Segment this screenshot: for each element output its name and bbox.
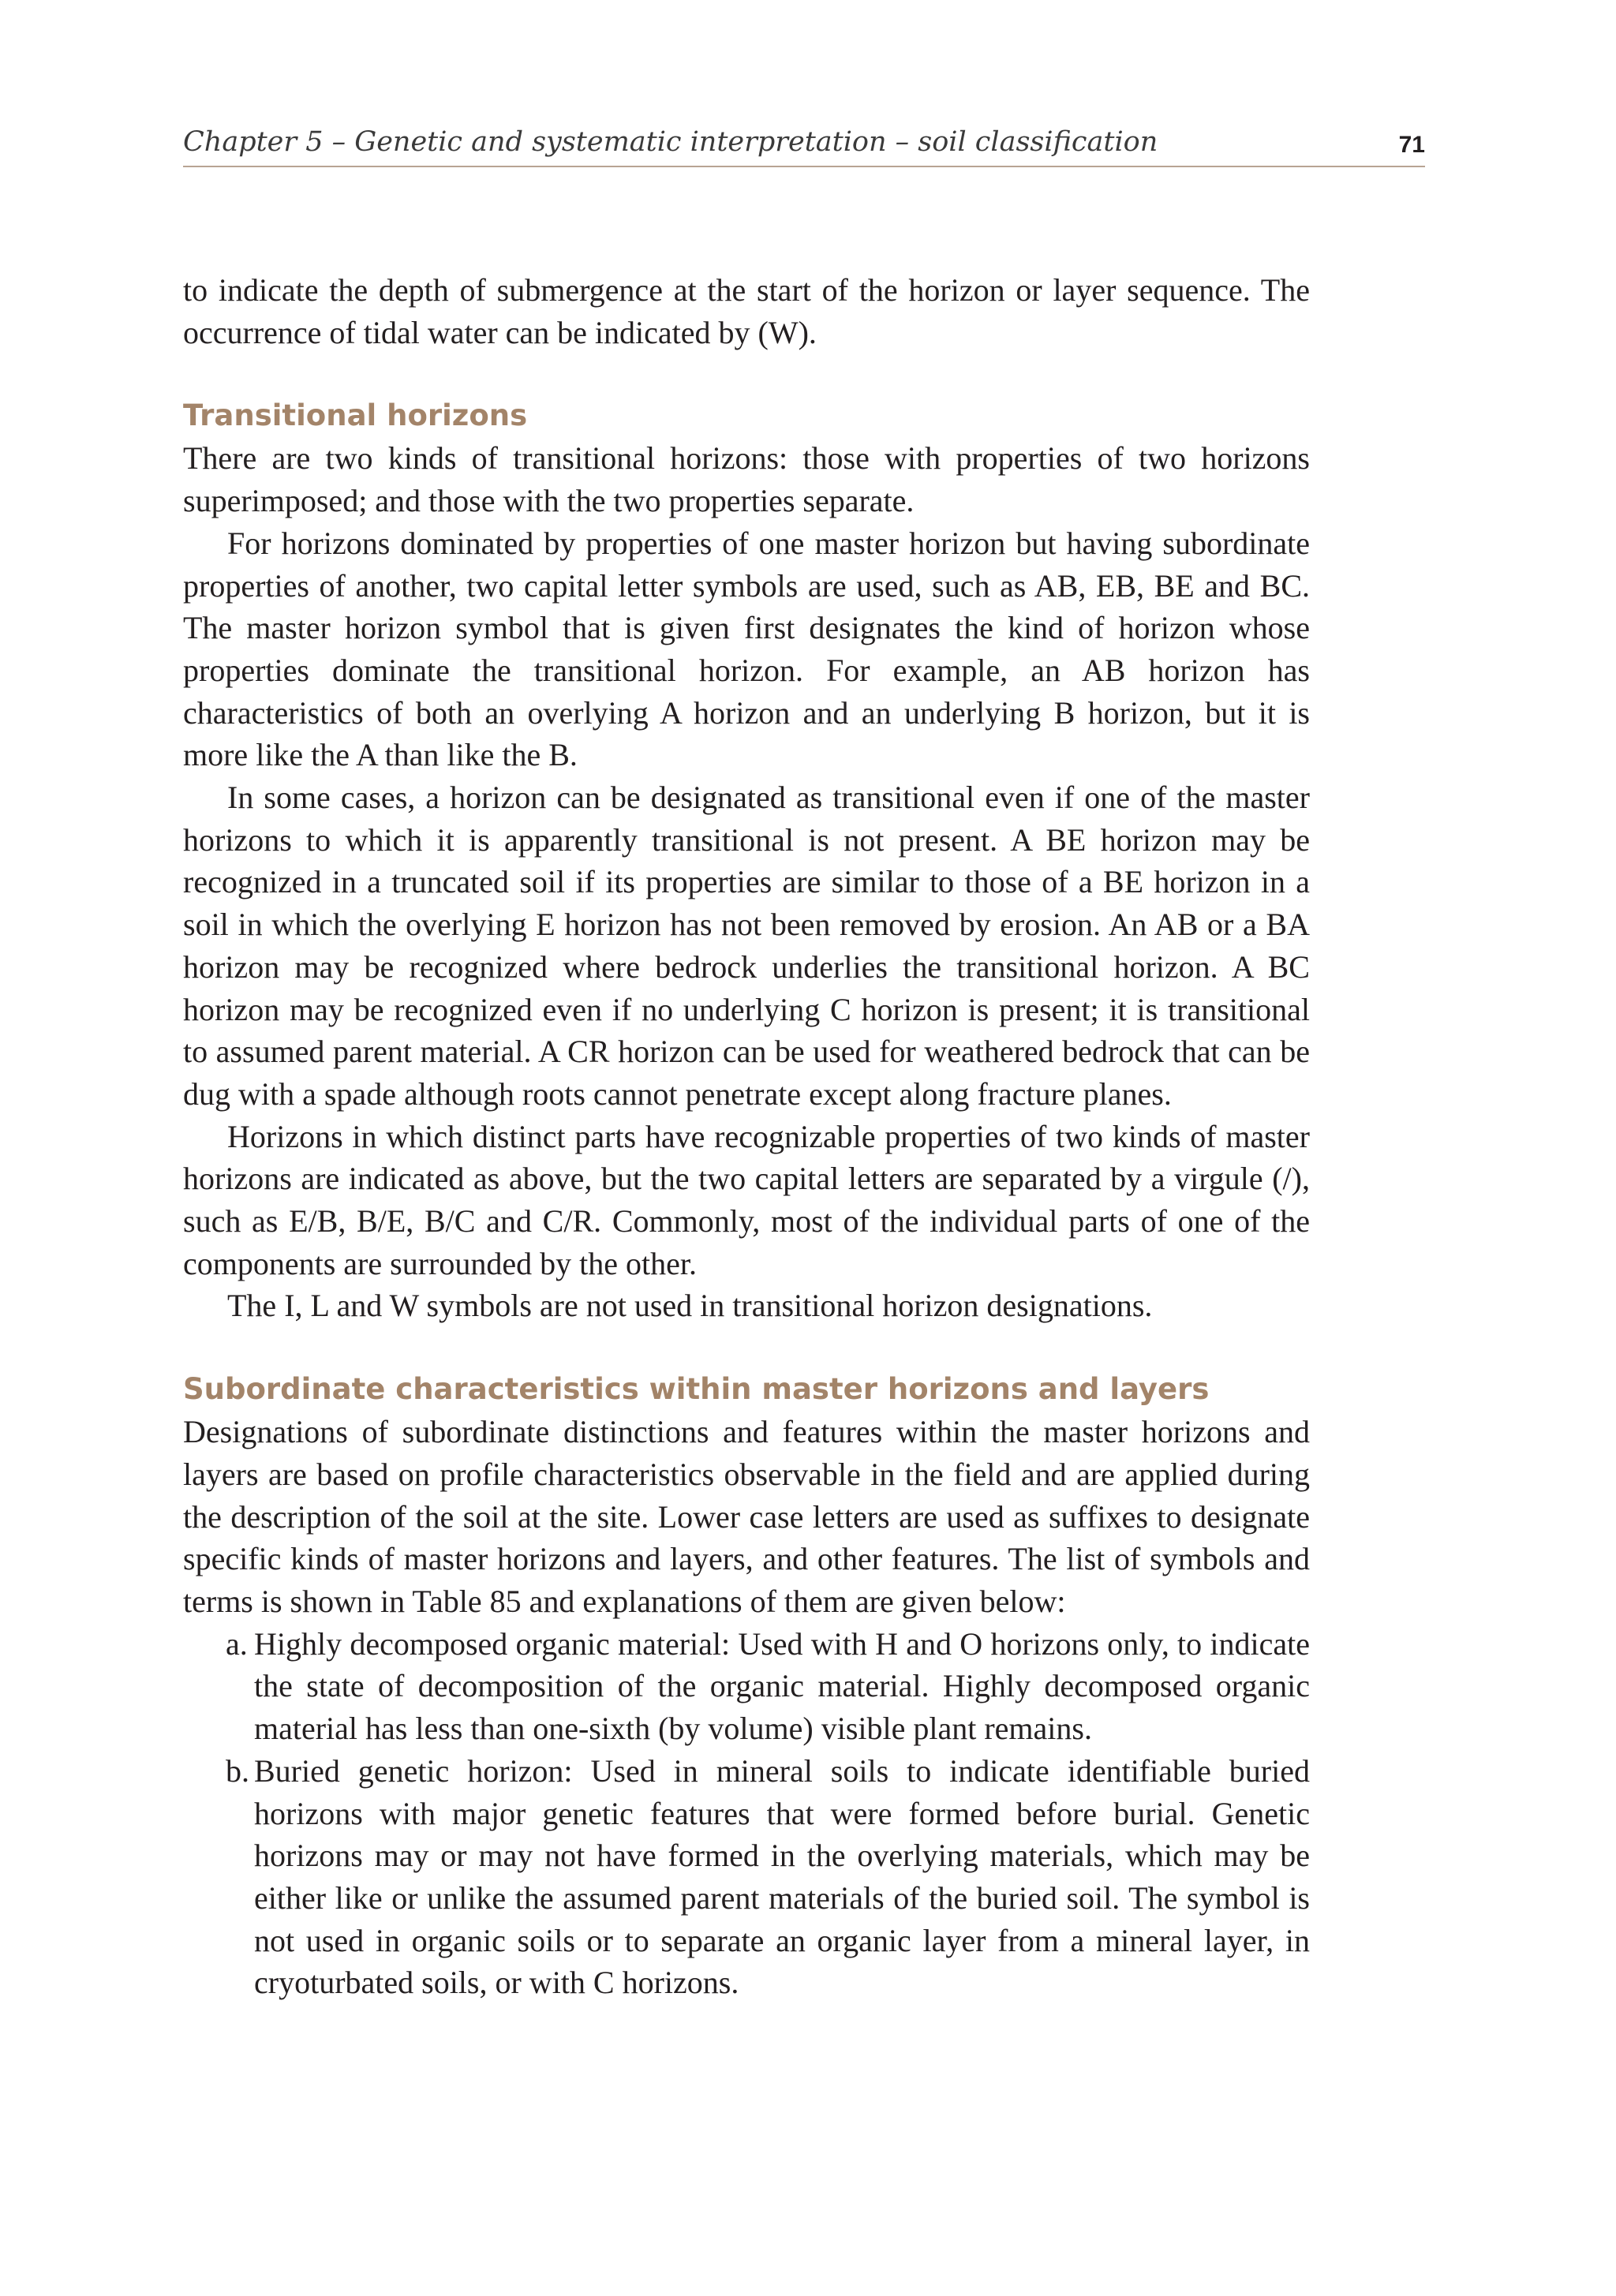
main-text [183,269,1310,2004]
paragraph: Designations of subordinate distinctions and features within the master horizons and layers are based on profile characteristics observable in the field and are applied during the description of the soil at the site. Lower case letters are used as suffixes to designate specific kinds of master horizons and layers, and other features. The list of symbols and terms is shown in Table 85 and explanations of them are given below: [183,1414,1310,1619]
paragraph: Horizons in which distinct parts have recognizable properties of two kinds of master horizons are indicated as above, but the two capital letters are separated by a virgule (/), such as E/B, B/E, B/C and C/R. Commonly, most of the individual parts of one of the components are surrounded by the other. [183,1118,1310,1281]
intro-paragraph: to indicate the depth of submergence at the start of the horizon or layer sequence. The occurrence of tidal water can be indicated by (W). [183,272,1310,350]
section-heading-transitional-horizons: Transitional horizons [183,398,528,433]
lettered-list [183,1623,1310,2004]
list-item [183,1750,1310,2004]
paragraph: There are two kinds of transitional horizons: those with properties of two horizons superimposed; and those with the two properties separate. [183,440,1310,519]
running-header [183,120,1425,167]
list-item-text: Highly decomposed organic material: Used with H and O horizons only, to indicate the state of decomposition of the organic material. Highly decomposed organic material has less than one-sixth (by volume) visible plant remains. [254,1625,1310,1747]
list-marker: b. [226,1752,249,1789]
chapter-title: Chapter 5 – Genetic and systematic interpretation – soil classification [183,126,1158,158]
section-heading-subordinate-characteristics: Subordinate characteristics within master horizons and layers [183,1372,1210,1407]
paragraph: In some cases, a horizon can be designated as transitional even if one of the master horizons to which it is apparently transitional is not present. A BE horizon may be recognized in a truncated soil if its properties are similar to those of a BE horizon in a soil in which the overlying E horizon has not been removed by erosion. An AB or a BA horizon may be recognized where bedrock underlies the transitional horizon. A BC horizon may be recognized even if no underlying C horizon is present; it is transitional to assumed parent material. A CR horizon can be used for weathered bedrock that can be dug with a spade although roots cannot penetrate except along fracture planes. [183,780,1310,1112]
list-item-text: Buried genetic horizon: Used in mineral soils to indicate identifiable buried horizons with major genetic features that were formed before burial. Genetic horizons may or may not have formed in the overlying materials, which may be either like or unlike the assumed parent materials of the buried soil. The symbol is not used in organic soils or to separate an organic layer from a mineral layer, in cryoturbated soils, or with C horizons. [254,1752,1310,2001]
list-marker: a. [226,1625,248,1662]
paragraph: The I, L and W symbols are not used in transitional horizon designations. [227,1288,1153,1324]
page-number: 71 [1398,132,1425,158]
list-item [183,1623,1310,1750]
paragraph: For horizons dominated by properties of one master horizon but having subordinate properties of another, two capital letter symbols are used, such as AB, EB, BE and BC. The master horizon symbol that is given first designates the kind of horizon whose properties dominate the transitional horizon. For example, an AB horizon has characteristics of both an overlying A horizon and an underlying B horizon, but it is more like the A than like the B. [183,525,1310,773]
